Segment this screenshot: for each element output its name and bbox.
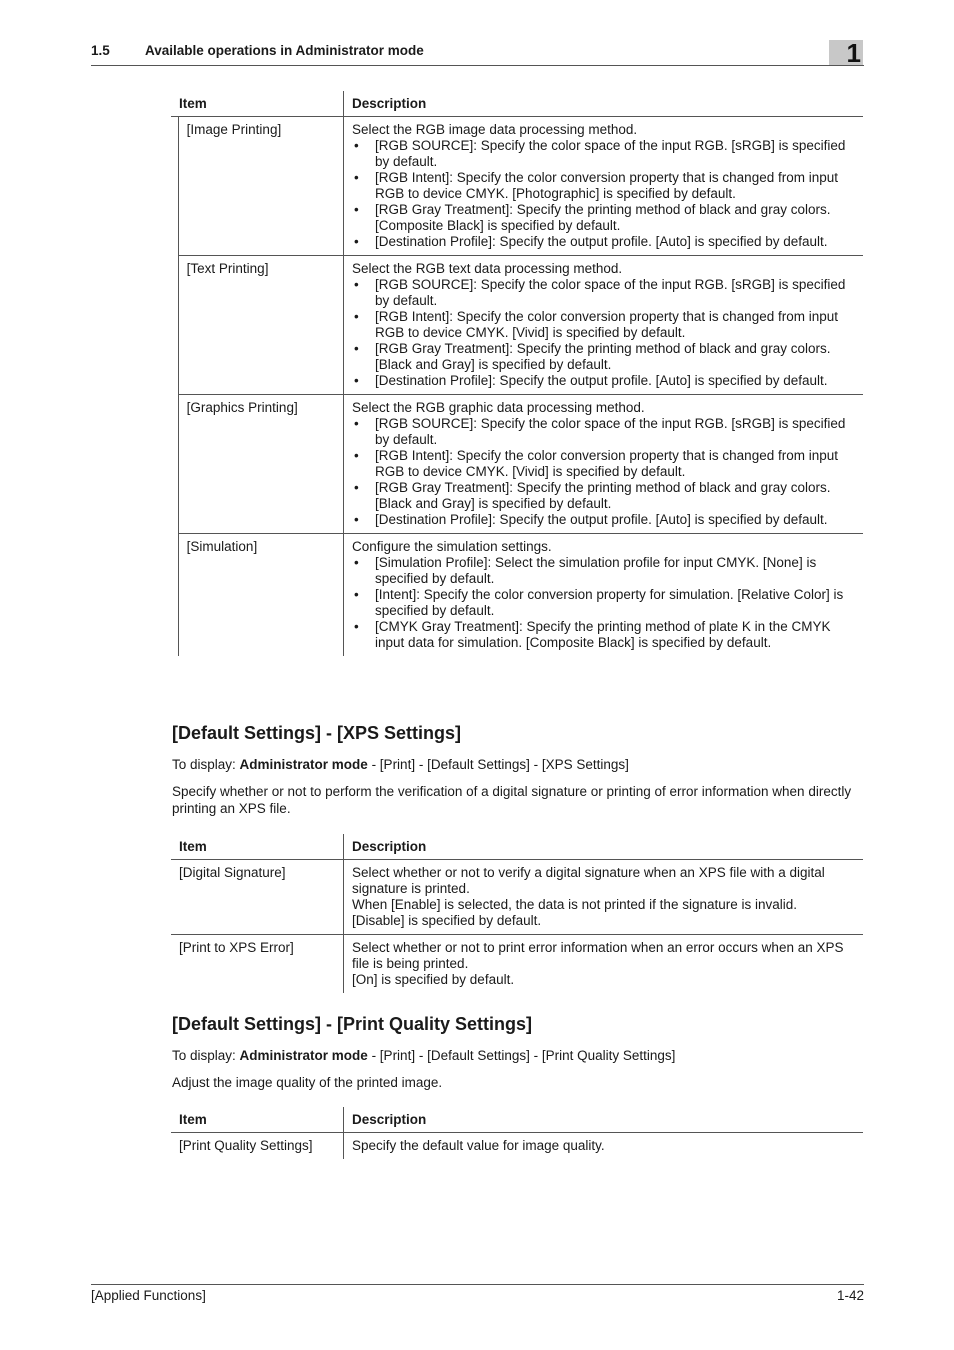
display-path: - [Print] - [Default Settings] - [XPS Settings] <box>367 757 629 772</box>
description-cell <box>344 395 864 534</box>
display-path: - [Print] - [Default Settings] - [Print Quality Settings] <box>367 1048 676 1063</box>
description-cell <box>344 534 864 657</box>
table-row <box>171 1133 863 1160</box>
table-row <box>171 935 863 994</box>
table-row <box>171 117 863 256</box>
display-prefix: To display: <box>172 1048 240 1063</box>
indent-cell <box>171 534 178 657</box>
chapter-number: 1 <box>846 38 861 68</box>
footer-chapter-title: [Applied Functions] <box>91 1288 206 1303</box>
page-footer <box>91 1284 864 1303</box>
description-line: When [Enable] is selected, the data is not printed if the signature is invalid. <box>352 897 798 912</box>
list-item: • [Simulation Profile]: Select the simulation profile for input CMYK. [None] is specified by default. <box>352 555 855 587</box>
list-item: • [Destination Profile]: Specify the output profile. [Auto] is specified by default. <box>352 373 855 389</box>
list-item: • [Destination Profile]: Specify the output profile. [Auto] is specified by default. <box>352 512 855 528</box>
quality-description: Adjust the image quality of the printed image. <box>172 1075 443 1090</box>
bullet-list <box>352 555 855 651</box>
table-header-description: Description <box>344 834 864 860</box>
list-item: • [CMYK Gray Treatment]: Specify the printing method of plate K in the CMYK input data for simulation. [Composite Black] is specified by default. <box>352 619 855 651</box>
print-quality-table <box>171 1107 863 1159</box>
table-header-item: Item <box>171 834 344 860</box>
item-cell: [Print Quality Settings] <box>179 1138 313 1153</box>
list-item: • [RGB Intent]: Specify the color conversion property that is changed from input RGB to device CMYK. [Photographic] is specified by default. <box>352 170 855 202</box>
table-header-item: Item <box>171 1107 344 1133</box>
list-item: • [RGB Intent]: Specify the color conversion property that is changed from input RGB to device CMYK. [Vivid] is specified by default. <box>352 309 855 341</box>
display-mode: Administrator mode <box>239 757 368 772</box>
indent-cell <box>171 395 178 534</box>
list-item: • [RGB SOURCE]: Specify the color space of the input RGB. [sRGB] is specified by default. <box>352 138 855 170</box>
description-line: Select whether or not to print error information when an error occurs when an XPS file is being printed. <box>352 940 844 971</box>
quality-display-path <box>172 1047 864 1064</box>
description-cell <box>344 860 864 935</box>
section-title: Available operations in Administrator mode <box>145 43 424 58</box>
list-item: • [RGB Gray Treatment]: Specify the printing method of black and gray colors. [Black and Gray] is specified by default. <box>352 480 855 512</box>
description-cell <box>344 256 864 395</box>
table-row <box>171 534 863 657</box>
table-row <box>171 860 863 935</box>
description-line: [On] is specified by default. <box>352 972 515 987</box>
list-item: • [RGB Intent]: Specify the color conversion property that is changed from input RGB to device CMYK. [Vivid] is specified by default. <box>352 448 855 480</box>
table-header-item: Item <box>171 91 344 117</box>
description-cell: Specify the default value for image quality. <box>344 1133 864 1160</box>
item-cell: [Simulation] <box>178 534 343 657</box>
item-cell: [Print to XPS Error] <box>171 935 344 994</box>
list-item: • [Destination Profile]: Specify the output profile. [Auto] is specified by default. <box>352 234 855 250</box>
xps-display-path <box>172 756 864 773</box>
list-item: • [RGB Gray Treatment]: Specify the printing method of black and gray colors. [Composite Black] is specified by default. <box>352 202 855 234</box>
item-cell: [Digital Signature] <box>179 865 286 880</box>
section-number: 1.5 <box>91 43 110 58</box>
print-quality-heading: [Default Settings] - [Print Quality Settings] <box>172 1014 533 1034</box>
list-item: • [RGB Gray Treatment]: Specify the printing method of black and gray colors. [Black and Gray] is specified by default. <box>352 341 855 373</box>
bullet-list <box>352 138 855 250</box>
list-item: • [RGB SOURCE]: Specify the color space of the input RGB. [sRGB] is specified by default. <box>352 416 855 448</box>
xps-description: Specify whether or not to perform the verification of a digital signature or printing of error information when directly printing an XPS file. <box>172 784 852 816</box>
xps-settings-table <box>171 834 863 993</box>
item-cell: [Text Printing] <box>178 256 343 395</box>
table-row <box>171 256 863 395</box>
item-cell: [Graphics Printing] <box>178 395 343 534</box>
color-settings-table <box>171 91 863 656</box>
xps-settings-heading: [Default Settings] - [XPS Settings] <box>172 723 462 743</box>
description-intro: Select the RGB image data processing method. <box>352 122 638 137</box>
table-header-description: Description <box>344 91 864 117</box>
description-line: [Disable] is specified by default. <box>352 913 542 928</box>
chapter-marker <box>829 38 863 68</box>
description-intro: Select the RGB graphic data processing method. <box>352 400 645 415</box>
description-cell <box>344 117 864 256</box>
display-prefix: To display: <box>172 757 240 772</box>
table-header-description: Description <box>344 1107 864 1133</box>
description-intro: Configure the simulation settings. <box>352 539 552 554</box>
page-header <box>91 40 864 66</box>
page-number: 1-42 <box>836 1288 864 1303</box>
indent-cell <box>171 117 178 256</box>
description-intro: Select the RGB text data processing method. <box>352 261 623 276</box>
description-line: Select whether or not to verify a digital signature when an XPS file with a digital signature is printed. <box>352 865 825 896</box>
description-cell <box>344 935 864 994</box>
bullet-list <box>352 277 855 389</box>
item-cell: [Image Printing] <box>178 117 343 256</box>
bullet-list <box>352 416 855 528</box>
table-row <box>171 395 863 534</box>
list-item: • [Intent]: Specify the color conversion property for simulation. [Relative Color] is specified by default. <box>352 587 855 619</box>
display-mode: Administrator mode <box>239 1048 368 1063</box>
list-item: • [RGB SOURCE]: Specify the color space of the input RGB. [sRGB] is specified by default. <box>352 277 855 309</box>
indent-cell <box>171 256 178 395</box>
